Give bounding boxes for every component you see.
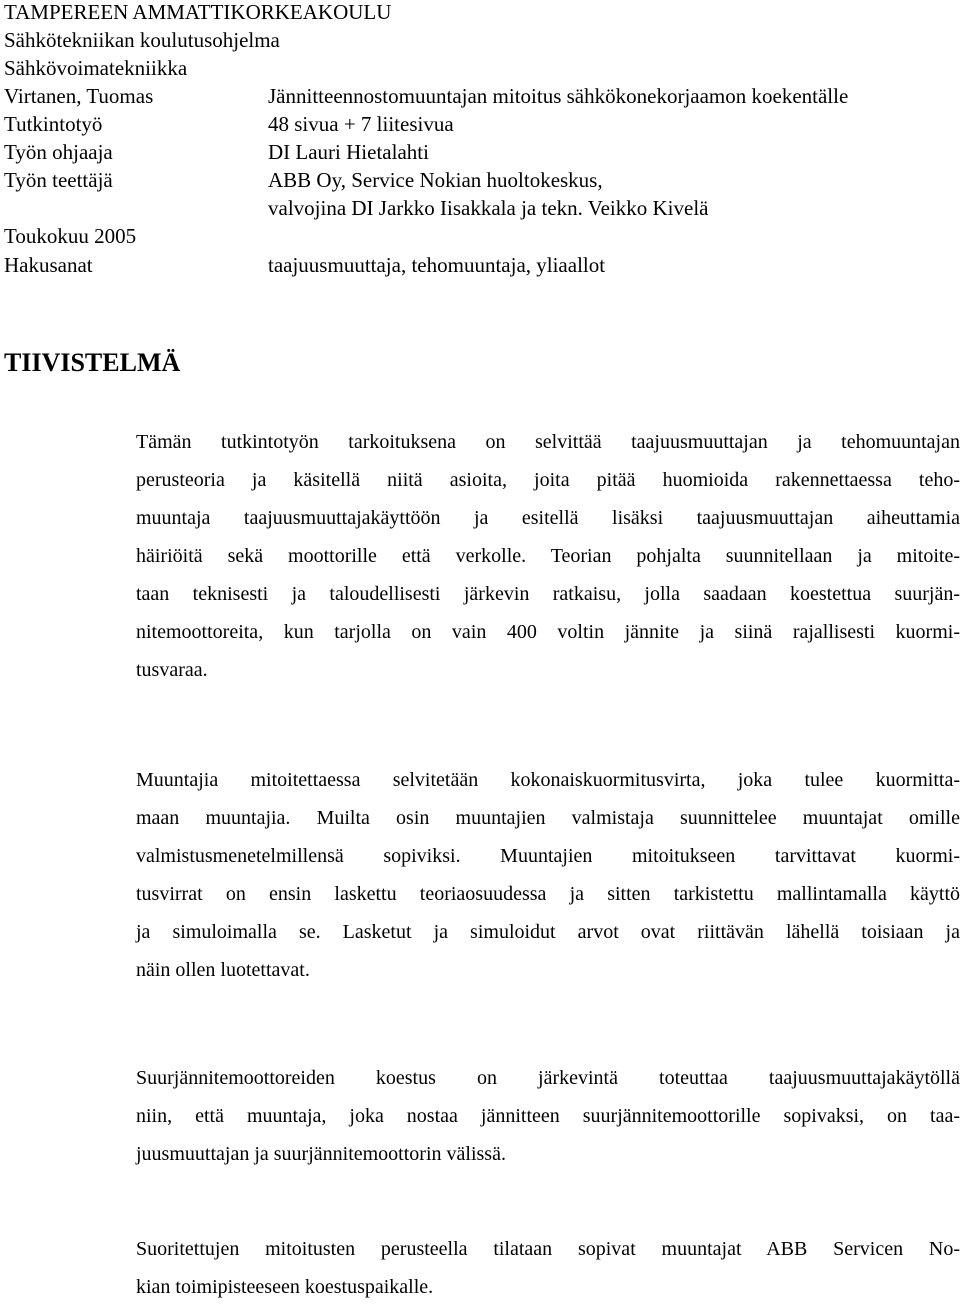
text-line: näin ollen luotettavat. (136, 959, 310, 981)
text-line: tusvaraa. (136, 659, 208, 681)
abstract-heading: TIIVISTELMÄ (4, 348, 181, 377)
text-line: juusmuuttajan ja suurjännitemoottorin välissä. (136, 1143, 506, 1165)
abstract-paragraph-1 (136, 423, 960, 689)
abstract-paragraph-2 (136, 761, 960, 989)
text-line: nitemoottoreita, kun tarjolla on vain 400 voltin jännite ja siinä rajallisesti kuormi- (136, 621, 960, 643)
text-line: häiriöitä sekä moottorille että verkolle. Teorian pohjalta suunnitellaan ja mitoite- (136, 545, 960, 567)
text-line: tusvirrat on ensin laskettu teoriaosuudessa ja sitten tarkistettu mallintamalla käyttö (136, 883, 960, 905)
degree-programme: Sähkötekniikan koulutusohjelma (4, 28, 280, 52)
text-line: valmistusmenetelmillensä sopiviksi. Muuntajien mitoitukseen tarvittavat kuormi- (136, 845, 960, 867)
abstract-paragraph-4 (136, 1230, 960, 1306)
supervisor-name: DI Lauri Hietalahti (268, 140, 429, 164)
text-line: perusteoria ja käsitellä niitä asioita, joita pitää huomioida rakennettaessa teho- (136, 469, 960, 491)
thesis-type-label: Tutkintotyö (4, 112, 103, 136)
specialisation: Sähkövoimatekniikka (4, 56, 188, 80)
commissioner-label: Työn teettäjä (4, 168, 113, 192)
keywords-value: taajuusmuuttaja, tehomuuntaja, yliaallot (268, 253, 606, 277)
text-line: Suoritettujen mitoitusten perusteella tilataan sopivat muuntajat ABB Servicen No- (136, 1238, 960, 1260)
keywords-label: Hakusanat (4, 253, 93, 277)
text-line: niin, että muuntaja, joka nostaa jännitteen suurjännitemoottorille sopivaksi, on taa- (136, 1105, 960, 1127)
text-line: Tämän tutkintotyön tarkoituksena on selvittää taajuusmuuttajan ja tehomuuntajan (136, 431, 960, 453)
text-line: taan teknisesti ja taloudellisesti järkevin ratkaisu, jolla saadaan koestettua suurjän- (136, 583, 960, 605)
text-line: Muuntajia mitoitettaessa selvitetään kokonaiskuormitusvirta, joka tulee kuormitta- (136, 769, 960, 791)
supervisor-label: Työn ohjaaja (4, 140, 113, 164)
date-label: Toukokuu 2005 (4, 224, 137, 248)
text-line: Suurjännitemoottoreiden koestus on järkevintä toteuttaa taajuusmuuttajakäytöllä (136, 1067, 960, 1089)
page-count: 48 sivua + 7 liitesivua (268, 112, 454, 136)
text-line: ja simuloimalla se. Lasketut ja simuloidut arvot ovat riittävän lähellä toisiaan ja (136, 921, 960, 943)
thesis-title: Jännitteennostomuuntajan mitoitus sähkökonekorjaamon koekentälle (268, 84, 849, 108)
text-line: muuntaja taajuusmuuttajakäyttöön ja esitellä lisäksi taajuusmuuttajan aiheuttamia (136, 507, 960, 529)
commissioner-supervisors: valvojina DI Jarkko Iisakkala ja tekn. Veikko Kivelä (268, 196, 709, 220)
text-line: kian toimipisteeseen koestuspaikalle. (136, 1276, 434, 1298)
text-line: maan muuntajia. Muilta osin muuntajien valmistaja suunnittelee muuntajat omille (136, 807, 960, 829)
commissioner-name: ABB Oy, Service Nokian huoltokeskus, (268, 168, 603, 192)
abstract-paragraph-3 (136, 1059, 960, 1173)
institution-name: TAMPEREEN AMMATTIKORKEAKOULU (4, 0, 392, 24)
author-label: Virtanen, Tuomas (4, 84, 154, 108)
